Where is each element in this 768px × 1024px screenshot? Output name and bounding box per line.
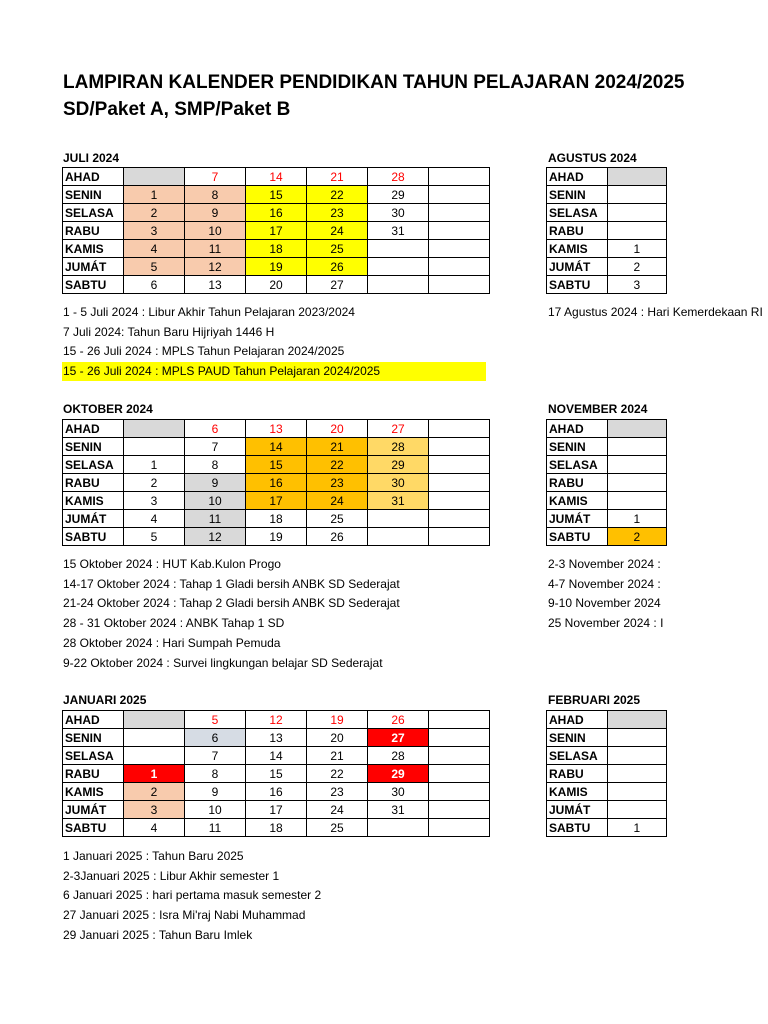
calendar-row-februari <box>547 765 667 783</box>
date-cell: 2 <box>124 783 185 801</box>
date-cell: 2 <box>124 204 185 222</box>
day-label: JUMÁT <box>63 510 124 528</box>
day-label: JUMÁT <box>63 258 124 276</box>
calendar-row-oktober <box>63 438 490 456</box>
calendar-note: 15 - 26 Juli 2024 : MPLS PAUD Tahun Pelajaran 2024/2025 <box>62 362 486 381</box>
date-cell: 27 <box>368 729 429 747</box>
date-cell: 11 <box>185 510 246 528</box>
date-cell <box>607 222 666 240</box>
calendar-table-februari <box>546 710 667 837</box>
calendar-row-februari <box>547 711 667 729</box>
date-cell: 6 <box>185 420 246 438</box>
date-cell <box>429 729 490 747</box>
calendar-note: 6 Januari 2025 : hari pertama masuk semester 2 <box>63 888 322 903</box>
date-cell: 29 <box>368 765 429 783</box>
date-cell: 16 <box>246 783 307 801</box>
calendar-row-februari <box>547 747 667 765</box>
calendar-row-januari <box>63 783 490 801</box>
date-cell: 12 <box>185 258 246 276</box>
date-cell: 23 <box>307 474 368 492</box>
day-label: AHAD <box>63 168 124 186</box>
calendar-note: 15 - 26 Juli 2024 : MPLS Tahun Pelajaran 2024/2025 <box>63 344 345 359</box>
day-label: SABTU <box>547 819 608 837</box>
date-cell: 24 <box>307 492 368 510</box>
date-cell: 25 <box>307 240 368 258</box>
date-cell: 19 <box>246 528 307 546</box>
date-cell: 31 <box>368 222 429 240</box>
date-cell: 21 <box>307 168 368 186</box>
day-label: KAMIS <box>547 240 608 258</box>
month-title-januari: JANUARI 2025 <box>63 693 147 707</box>
calendar-row-agustus <box>547 204 667 222</box>
day-label: SENIN <box>547 186 608 204</box>
calendar-row-november <box>547 492 667 510</box>
day-label: AHAD <box>547 168 608 186</box>
date-cell <box>429 783 490 801</box>
date-cell <box>607 765 666 783</box>
date-cell: 31 <box>368 801 429 819</box>
date-cell: 3 <box>124 492 185 510</box>
calendar-note: 28 - 31 Oktober 2024 : ANBK Tahap 1 SD <box>63 616 285 631</box>
date-cell: 5 <box>124 258 185 276</box>
calendar-row-november <box>547 474 667 492</box>
day-label: SELASA <box>63 747 124 765</box>
day-label: RABU <box>547 765 608 783</box>
date-cell: 18 <box>246 819 307 837</box>
date-cell: 13 <box>246 729 307 747</box>
calendar-row-november <box>547 456 667 474</box>
calendar-row-februari <box>547 801 667 819</box>
day-label: JUMÁT <box>547 510 608 528</box>
day-label: SELASA <box>63 456 124 474</box>
date-cell <box>429 747 490 765</box>
date-cell: 7 <box>185 438 246 456</box>
date-cell <box>607 474 666 492</box>
day-label: SABTU <box>547 528 608 546</box>
day-label: KAMIS <box>63 783 124 801</box>
date-cell <box>607 204 666 222</box>
date-cell: 6 <box>185 729 246 747</box>
calendar-note: 2-3 November 2024 : <box>548 557 661 571</box>
date-cell: 3 <box>124 801 185 819</box>
date-cell <box>429 765 490 783</box>
date-cell: 15 <box>246 456 307 474</box>
date-cell <box>124 729 185 747</box>
date-cell: 12 <box>185 528 246 546</box>
date-cell: 17 <box>246 222 307 240</box>
date-cell: 2 <box>607 528 666 546</box>
date-cell <box>429 240 490 258</box>
calendar-row-november <box>547 420 667 438</box>
calendar-row-juli <box>63 168 490 186</box>
date-cell: 19 <box>246 258 307 276</box>
date-cell: 9 <box>185 474 246 492</box>
calendar-row-agustus <box>547 168 667 186</box>
calendar-row-agustus <box>547 240 667 258</box>
day-label: RABU <box>547 222 608 240</box>
date-cell <box>368 819 429 837</box>
date-cell: 2 <box>607 258 666 276</box>
day-label: SABTU <box>547 276 608 294</box>
date-cell: 30 <box>368 783 429 801</box>
date-cell: 8 <box>185 186 246 204</box>
day-label: JUMÁT <box>63 801 124 819</box>
date-cell: 1 <box>607 510 666 528</box>
day-label: SENIN <box>547 729 608 747</box>
calendar-row-juli <box>63 258 490 276</box>
date-cell: 29 <box>368 456 429 474</box>
date-cell: 17 <box>246 801 307 819</box>
date-cell: 3 <box>607 276 666 294</box>
date-cell: 9 <box>185 204 246 222</box>
date-cell: 19 <box>307 711 368 729</box>
date-cell <box>429 492 490 510</box>
date-cell <box>429 456 490 474</box>
calendar-row-oktober <box>63 528 490 546</box>
date-cell <box>607 711 666 729</box>
calendar-note: 1 - 5 Juli 2024 : Libur Akhir Tahun Pelajaran 2023/2024 <box>63 305 355 319</box>
date-cell: 22 <box>307 186 368 204</box>
calendar-row-februari <box>547 729 667 747</box>
date-cell <box>607 783 666 801</box>
date-cell: 27 <box>368 420 429 438</box>
calendar-note: 28 Oktober 2024 : Hari Sumpah Pemuda <box>63 635 281 650</box>
month-title-februari: FEBRUARI 2025 <box>548 693 641 707</box>
day-label: SELASA <box>547 456 608 474</box>
date-cell: 26 <box>368 711 429 729</box>
date-cell: 3 <box>124 222 185 240</box>
date-cell: 17 <box>246 492 307 510</box>
date-cell: 4 <box>124 240 185 258</box>
date-cell: 22 <box>307 456 368 474</box>
date-cell: 4 <box>124 819 185 837</box>
calendar-row-januari <box>63 819 490 837</box>
date-cell: 9 <box>185 783 246 801</box>
day-label: JUMÁT <box>547 801 608 819</box>
date-cell: 18 <box>246 510 307 528</box>
calendar-row-oktober <box>63 456 490 474</box>
date-cell: 28 <box>368 438 429 456</box>
calendar-note: 27 Januari 2025 : Isra Mi'raj Nabi Muhammad <box>63 908 306 923</box>
date-cell: 10 <box>185 222 246 240</box>
date-cell <box>124 438 185 456</box>
date-cell: 18 <box>246 240 307 258</box>
day-label: SELASA <box>547 204 608 222</box>
date-cell <box>429 204 490 222</box>
calendar-row-juli <box>63 276 490 294</box>
calendar-row-agustus <box>547 258 667 276</box>
calendar-note: 21-24 Oktober 2024 : Tahap 2 Gladi bersih ANBK SD Sederajat <box>63 596 400 611</box>
date-cell <box>607 729 666 747</box>
date-cell <box>429 186 490 204</box>
date-cell: 25 <box>307 819 368 837</box>
date-cell <box>607 747 666 765</box>
calendar-row-oktober <box>63 474 490 492</box>
day-label: SENIN <box>547 438 608 456</box>
date-cell: 23 <box>307 783 368 801</box>
date-cell <box>429 258 490 276</box>
page-title: LAMPIRAN KALENDER PENDIDIKAN TAHUN PELAJARAN 2024/2025 <box>63 72 685 93</box>
day-label: RABU <box>63 765 124 783</box>
date-cell <box>368 258 429 276</box>
day-label: RABU <box>63 474 124 492</box>
calendar-row-november <box>547 528 667 546</box>
date-cell <box>429 420 490 438</box>
date-cell: 29 <box>368 186 429 204</box>
date-cell: 30 <box>368 474 429 492</box>
date-cell <box>607 456 666 474</box>
day-label: SENIN <box>63 729 124 747</box>
calendar-row-februari <box>547 783 667 801</box>
date-cell: 1 <box>124 456 185 474</box>
page-subtitle: SD/Paket A, SMP/Paket B <box>63 99 291 120</box>
date-cell: 20 <box>246 276 307 294</box>
month-title-juli: JULI 2024 <box>63 151 120 165</box>
day-label: RABU <box>547 474 608 492</box>
date-cell <box>429 168 490 186</box>
calendar-row-januari <box>63 801 490 819</box>
day-label: JUMÁT <box>547 258 608 276</box>
date-cell: 16 <box>246 474 307 492</box>
date-cell <box>124 420 185 438</box>
date-cell: 23 <box>307 204 368 222</box>
date-cell: 13 <box>185 276 246 294</box>
date-cell: 24 <box>307 222 368 240</box>
date-cell: 21 <box>307 747 368 765</box>
date-cell: 14 <box>246 438 307 456</box>
date-cell: 8 <box>185 456 246 474</box>
date-cell: 20 <box>307 729 368 747</box>
calendar-row-januari <box>63 711 490 729</box>
date-cell: 22 <box>307 765 368 783</box>
calendar-row-juli <box>63 222 490 240</box>
date-cell: 11 <box>185 240 246 258</box>
calendar-row-juli <box>63 240 490 258</box>
date-cell <box>368 276 429 294</box>
calendar-row-januari <box>63 747 490 765</box>
day-label: AHAD <box>63 711 124 729</box>
month-title-november: NOVEMBER 2024 <box>548 402 648 416</box>
date-cell: 8 <box>185 765 246 783</box>
day-label: KAMIS <box>547 783 608 801</box>
date-cell: 20 <box>307 420 368 438</box>
date-cell <box>429 510 490 528</box>
date-cell: 1 <box>124 765 185 783</box>
calendar-note: 17 Agustus 2024 : Hari Kemerdekaan RI <box>548 305 763 319</box>
calendar-row-agustus <box>547 276 667 294</box>
calendar-note: 29 Januari 2025 : Tahun Baru Imlek <box>63 927 253 942</box>
date-cell <box>607 801 666 819</box>
date-cell: 27 <box>307 276 368 294</box>
date-cell: 11 <box>185 819 246 837</box>
calendar-note: 7 Juli 2024: Tahun Baru Hijriyah 1446 H <box>63 324 275 339</box>
date-cell: 16 <box>246 204 307 222</box>
date-cell: 26 <box>307 528 368 546</box>
date-cell: 4 <box>124 510 185 528</box>
day-label: RABU <box>63 222 124 240</box>
calendar-note: 1 Januari 2025 : Tahun Baru 2025 <box>63 849 244 863</box>
date-cell: 7 <box>185 168 246 186</box>
date-cell <box>607 492 666 510</box>
day-label: SABTU <box>63 819 124 837</box>
day-label: KAMIS <box>63 492 124 510</box>
date-cell: 14 <box>246 747 307 765</box>
date-cell <box>429 801 490 819</box>
day-label: KAMIS <box>63 240 124 258</box>
day-label: AHAD <box>63 420 124 438</box>
calendar-row-oktober <box>63 492 490 510</box>
calendar-row-agustus <box>547 222 667 240</box>
calendar-table-november <box>546 419 667 546</box>
date-cell: 1 <box>607 819 666 837</box>
date-cell: 30 <box>368 204 429 222</box>
calendar-note: 14-17 Oktober 2024 : Tahap 1 Gladi bersih ANBK SD Sederajat <box>63 576 400 591</box>
date-cell: 13 <box>246 420 307 438</box>
date-cell <box>124 747 185 765</box>
date-cell: 21 <box>307 438 368 456</box>
day-label: AHAD <box>547 420 608 438</box>
day-label: SENIN <box>63 438 124 456</box>
date-cell: 24 <box>307 801 368 819</box>
calendar-table-agustus <box>546 167 667 294</box>
calendar-row-januari <box>63 765 490 783</box>
date-cell: 6 <box>124 276 185 294</box>
date-cell <box>368 510 429 528</box>
date-cell: 28 <box>368 747 429 765</box>
date-cell <box>429 276 490 294</box>
calendar-note: 9-10 November 2024 <box>548 596 661 611</box>
day-label: SELASA <box>63 204 124 222</box>
date-cell <box>429 819 490 837</box>
date-cell: 7 <box>185 747 246 765</box>
calendar-note: 4-7 November 2024 : <box>548 576 661 591</box>
calendar-row-november <box>547 438 667 456</box>
date-cell: 10 <box>185 492 246 510</box>
date-cell: 2 <box>124 474 185 492</box>
date-cell: 12 <box>246 711 307 729</box>
date-cell <box>368 240 429 258</box>
date-cell <box>429 438 490 456</box>
date-cell <box>607 168 666 186</box>
calendar-table-oktober <box>62 419 490 546</box>
day-label: SENIN <box>63 186 124 204</box>
date-cell: 28 <box>368 168 429 186</box>
date-cell <box>368 528 429 546</box>
date-cell: 5 <box>185 711 246 729</box>
date-cell: 26 <box>307 258 368 276</box>
calendar-row-juli <box>63 204 490 222</box>
date-cell <box>429 528 490 546</box>
calendar-note: 2-3Januari 2025 : Libur Akhir semester 1 <box>63 868 280 883</box>
calendar-row-juli <box>63 186 490 204</box>
date-cell: 1 <box>607 240 666 258</box>
date-cell <box>429 711 490 729</box>
calendar-row-november <box>547 510 667 528</box>
date-cell: 5 <box>124 528 185 546</box>
date-cell: 15 <box>246 765 307 783</box>
date-cell <box>607 438 666 456</box>
date-cell <box>607 420 666 438</box>
date-cell: 10 <box>185 801 246 819</box>
date-cell <box>124 168 185 186</box>
calendar-row-oktober <box>63 420 490 438</box>
date-cell: 14 <box>246 168 307 186</box>
day-label: SABTU <box>63 276 124 294</box>
day-label: AHAD <box>547 711 608 729</box>
date-cell <box>607 186 666 204</box>
date-cell <box>429 222 490 240</box>
calendar-table-juli <box>62 167 490 294</box>
calendar-note: 15 Oktober 2024 : HUT Kab.Kulon Progo <box>63 557 281 571</box>
day-label: SABTU <box>63 528 124 546</box>
date-cell <box>124 711 185 729</box>
calendar-note: 25 November 2024 : I <box>548 616 664 631</box>
date-cell <box>429 474 490 492</box>
date-cell: 31 <box>368 492 429 510</box>
calendar-row-agustus <box>547 186 667 204</box>
date-cell: 1 <box>124 186 185 204</box>
month-title-oktober: OKTOBER 2024 <box>63 402 153 416</box>
date-cell: 25 <box>307 510 368 528</box>
calendar-row-oktober <box>63 510 490 528</box>
day-label: KAMIS <box>547 492 608 510</box>
calendar-note: 9-22 Oktober 2024 : Survei lingkungan belajar SD Sederajat <box>63 655 383 670</box>
calendar-row-februari <box>547 819 667 837</box>
date-cell: 15 <box>246 186 307 204</box>
calendar-row-januari <box>63 729 490 747</box>
calendar-table-januari <box>62 710 490 837</box>
month-title-agustus: AGUSTUS 2024 <box>548 151 637 165</box>
day-label: SELASA <box>547 747 608 765</box>
